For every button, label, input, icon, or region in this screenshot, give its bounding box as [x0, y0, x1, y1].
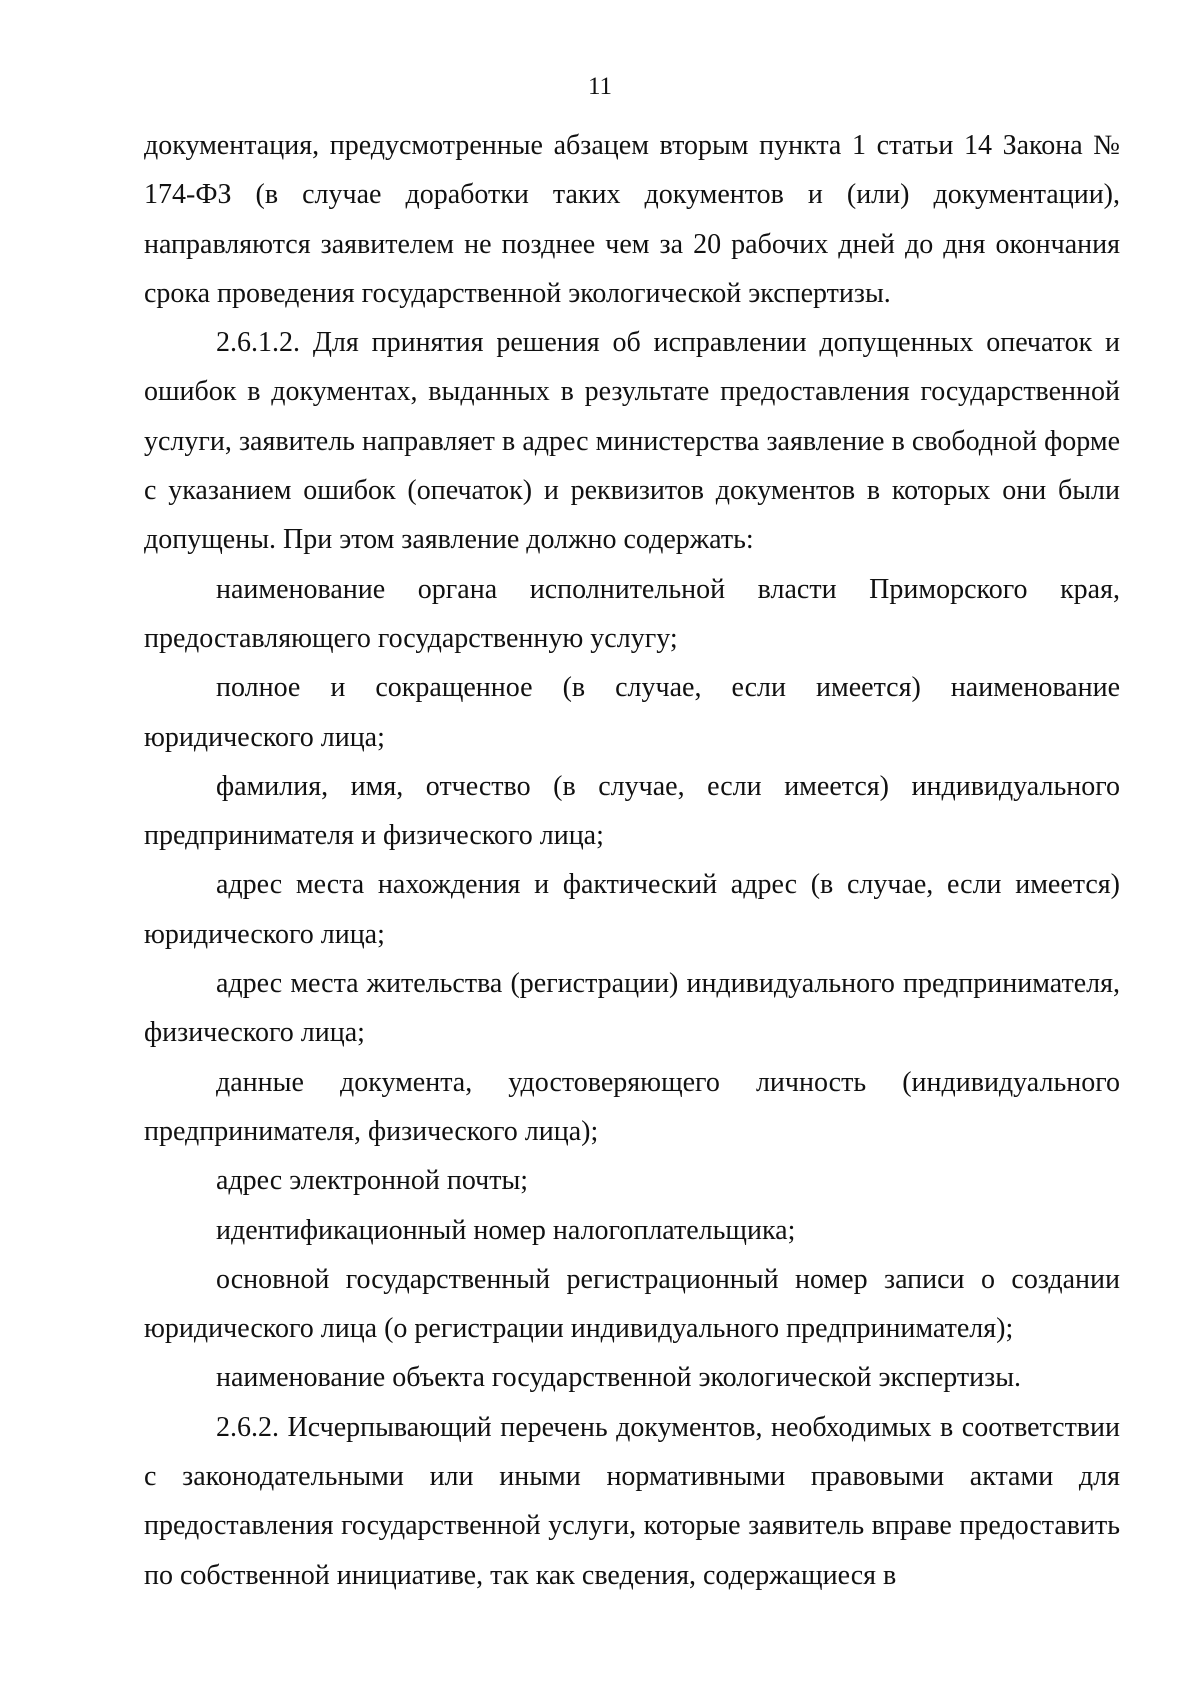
list-item-registration-number: основной государственный регистрационный номер записи о создании юридического лица (о регистрации индивидуального предпринимателя); — [144, 1263, 1120, 1345]
list-item-legal-address: адрес места нахождения и фактический адрес (в случае, если имеется) юридического лица; — [144, 869, 1120, 950]
list-item-legal-entity-name: полное и сокращенное (в случае, если имеется) наименование юридического лица; — [144, 672, 1120, 753]
list-item-authority-name: наименование органа исполнительной власти Приморского края, предоставляющего государственную услугу; — [144, 573, 1120, 654]
paragraph-2-6-1-2: 2.6.1.2. Для принятия решения об исправлении допущенных опечаток и ошибок в документах, выданных в результате предоставления государственной услуги, заявитель направляет в адрес министерства заявление в свободной форме с указанием ошибок (опечаток) и реквизитов документов в которых они были допущены. При этом заявление должно содержать: — [144, 327, 1120, 556]
list-item-expertise-object: наименование объекта государственной экологической экспертизы. — [216, 1362, 1022, 1394]
list-item-tax-id: идентификационный номер налогоплательщика; — [216, 1214, 796, 1246]
list-item-person-name: фамилия, имя, отчество (в случае, если имеется) индивидуального предпринимателя и физического лица; — [144, 770, 1120, 852]
paragraph-continuation: документация, предусмотренные абзацем вторым пункта 1 статьи 14 Закона № 174-ФЗ (в случае доработки таких документов и (или) документации), направляются заявителем не позднее чем за 20 рабочих дней до дня окончания срока проведения государственной экологической экспертизы. — [144, 130, 1120, 309]
page-number: 11 — [587, 73, 613, 100]
list-item-residence-address: адрес места жительства (регистрации) индивидуального предпринимателя, физического лица; — [144, 968, 1120, 1049]
list-item-email: адрес электронной почты; — [216, 1165, 529, 1197]
document-body — [144, 121, 1120, 1600]
list-item-identity-document: данные документа, удостоверяющего личность (индивидуального предпринимателя, физического лица); — [144, 1066, 1120, 1147]
paragraph-2-6-2: 2.6.2. Исчерпывающий перечень документов, необходимых в соответствии с законодательными или иными нормативными правовыми актами для предоставления государственной услуги, которые заявитель вправе предоставить по собственной инициативе, так как сведения, содержащиеся в — [144, 1411, 1120, 1591]
